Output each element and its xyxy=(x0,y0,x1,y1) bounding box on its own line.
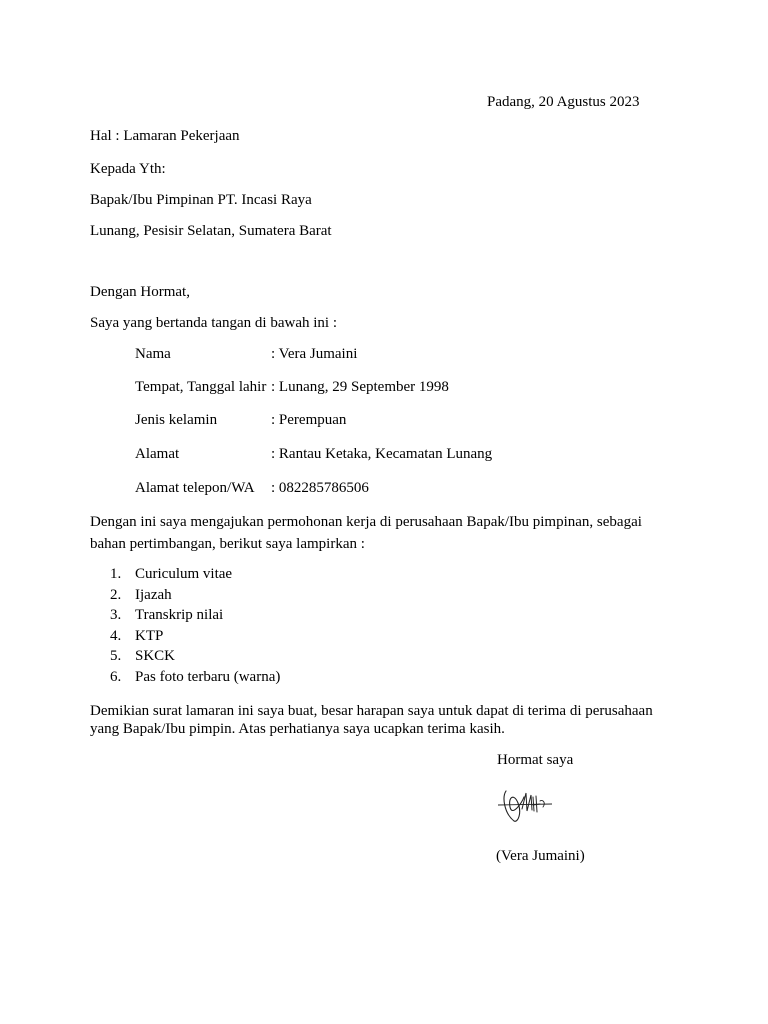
to-label: Kepada Yth: xyxy=(90,161,166,177)
detail-label: Alamat telepon/WA xyxy=(135,480,255,496)
list-number: 1. xyxy=(110,566,122,582)
closing-line: Demikian surat lamaran ini saya buat, besar harapan saya untuk dapat di terima di perusahaan xyxy=(90,703,653,719)
detail-label: Jenis kelamin xyxy=(135,412,218,428)
detail-value: : 082285786506 xyxy=(271,480,369,496)
list-text: KTP xyxy=(135,627,164,644)
list-text: Curiculum vitae xyxy=(135,566,233,582)
detail-value: : Rantau Ketaka, Kecamatan Lunang xyxy=(271,446,493,462)
signer-name: (Vera Jumaini) xyxy=(496,848,585,864)
list-text: Pas foto terbaru (warna) xyxy=(135,668,281,685)
body-line: bahan pertimbangan, berikut saya lampirkan : xyxy=(90,536,365,552)
list-number: 6. xyxy=(110,668,122,685)
body-line: Dengan ini saya mengajukan permohonan kerja di perusahaan Bapak/Ibu pimpinan, sebagai xyxy=(90,514,642,530)
body-paragraph xyxy=(90,511,670,555)
intro-line: Saya yang bertanda tangan di bawah ini : xyxy=(90,315,338,331)
detail-label: Nama xyxy=(135,346,171,362)
signature-icon xyxy=(496,783,554,827)
place-date: Padang, 20 Agustus 2023 xyxy=(487,94,640,110)
detail-value: : Perempuan xyxy=(271,412,347,428)
greeting: Dengan Hormat, xyxy=(90,284,190,300)
detail-label: Alamat xyxy=(135,446,180,462)
list-number: 2. xyxy=(110,586,122,603)
list-number: 4. xyxy=(110,627,122,644)
subject-line: Hal : Lamaran Pekerjaan xyxy=(90,128,240,144)
closing-paragraph xyxy=(90,702,670,738)
sign-off: Hormat saya xyxy=(497,752,574,768)
list-text: Transkrip nilai xyxy=(135,607,224,624)
list-text: Ijazah xyxy=(135,586,172,603)
list-number: 5. xyxy=(110,648,122,665)
recipient-name: Bapak/Ibu Pimpinan PT. Incasi Raya xyxy=(90,192,312,208)
list-number: 3. xyxy=(110,607,122,624)
detail-value: : Lunang, 29 September 1998 xyxy=(271,379,449,395)
recipient-address: Lunang, Pesisir Selatan, Sumatera Barat xyxy=(90,223,332,239)
detail-label: Tempat, Tanggal lahir xyxy=(135,379,267,395)
detail-value: : Vera Jumaini xyxy=(271,346,358,362)
closing-line: yang Bapak/Ibu pimpin. Atas perhatianya saya ucapkan terima kasih. xyxy=(90,721,505,737)
list-text: SKCK xyxy=(135,648,176,665)
